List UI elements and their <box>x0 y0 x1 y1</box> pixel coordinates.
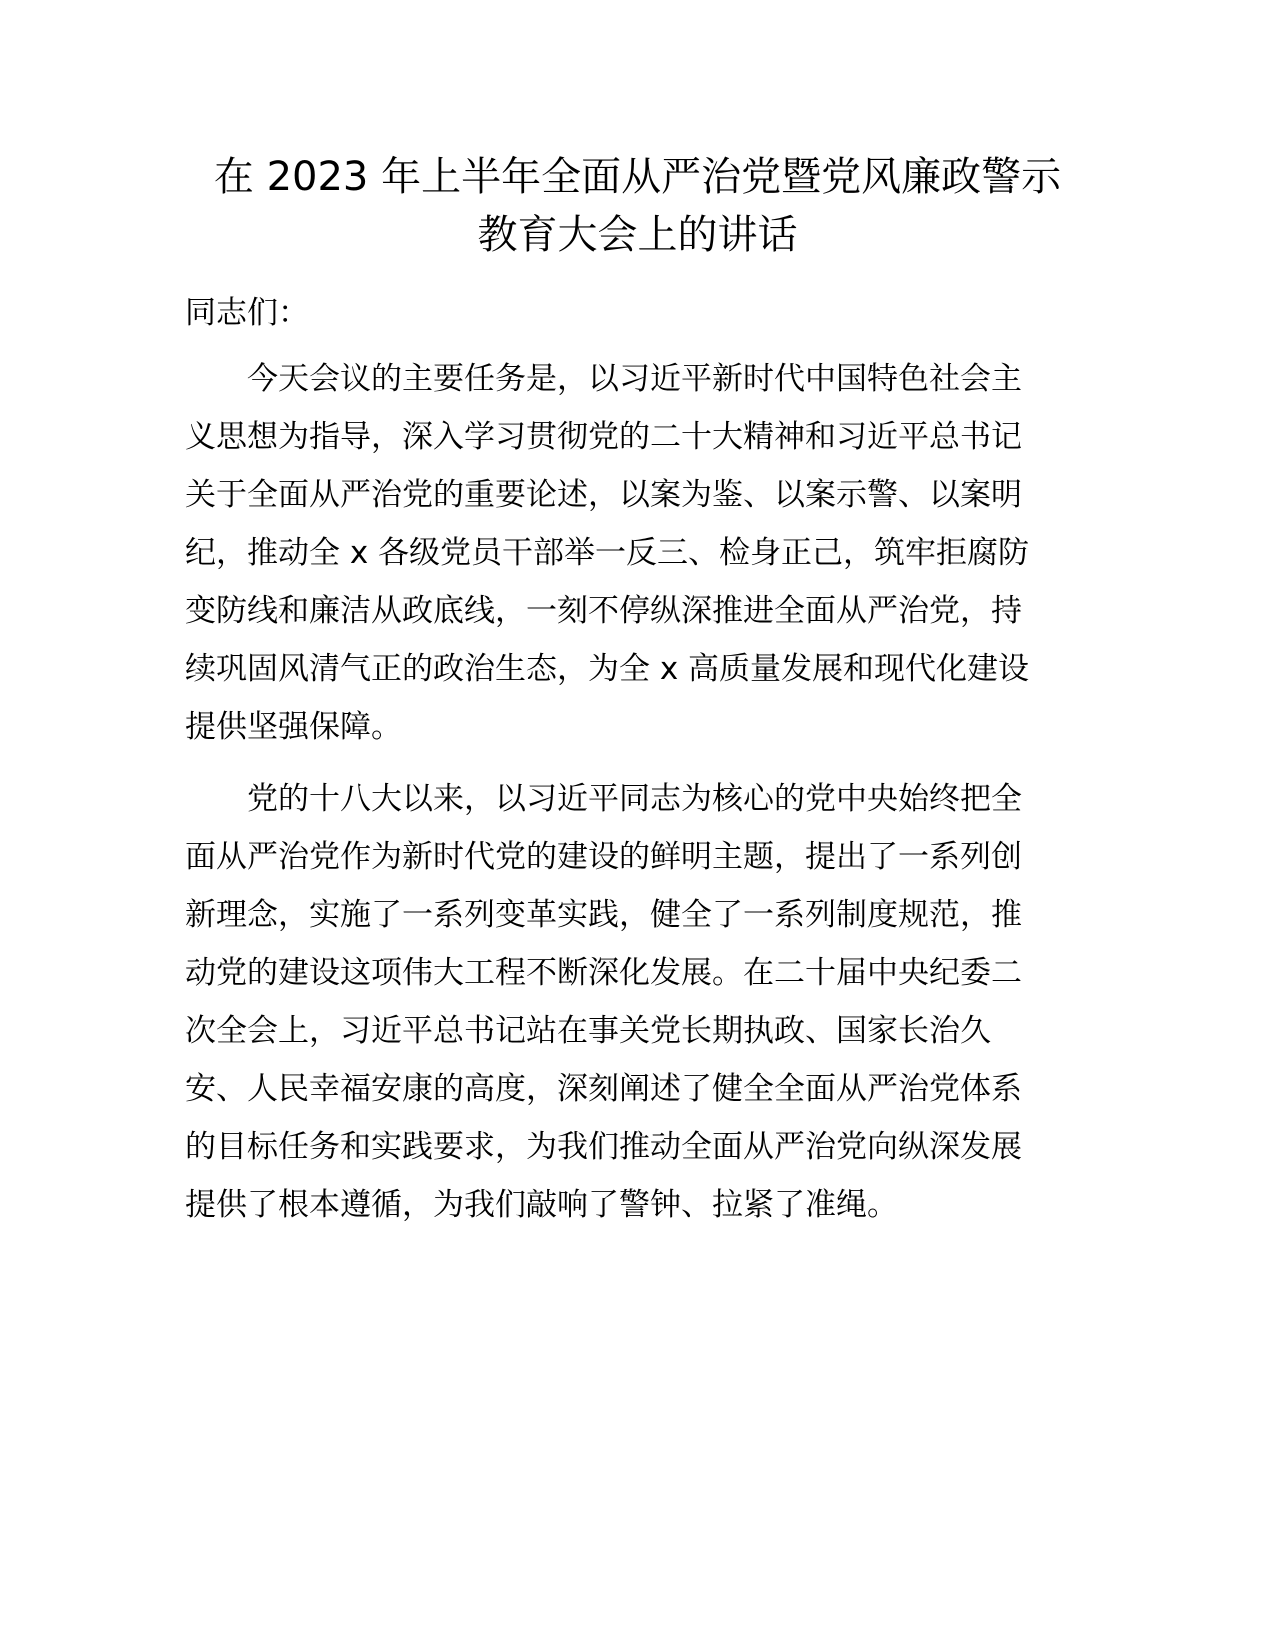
paragraph-line: 提供坚强保障。 <box>185 709 402 745</box>
paragraph-line: 续巩固风清气正的政治生态，为全 x 高质量发展和现代化建设 <box>185 651 1030 687</box>
paragraph-line: 关于全面从严治党的重要论述，以案为鉴、以案示警、以案明 <box>185 477 1022 513</box>
paragraph-line: 义思想为指导，深入学习贯彻党的二十大精神和习近平总书记 <box>185 419 1022 455</box>
paragraph-line: 动党的建设这项伟大工程不断深化发展。在二十届中央纪委二 <box>185 955 1022 991</box>
paragraph-line: 变防线和廉洁从政底线，一刻不停纵深推进全面从严治党，持 <box>185 593 1022 629</box>
paragraph-line: 今天会议的主要任务是，以习近平新时代中国特色社会主 <box>247 361 1022 397</box>
paragraph-line: 的目标任务和实践要求，为我们推动全面从严治党向纵深发展 <box>185 1129 1022 1165</box>
paragraph-line: 面从严治党作为新时代党的建设的鲜明主题，提出了一系列创 <box>185 839 1022 875</box>
paragraph-line: 党的十八大以来，以习近平同志为核心的党中央始终把全 <box>247 781 1022 817</box>
document-title <box>150 148 1125 264</box>
title-line: 在 2023 年上半年全面从严治党暨党风廉政警示 <box>213 154 1062 200</box>
title-line: 教育大会上的讲话 <box>477 212 798 258</box>
paragraph-1 <box>185 350 1090 756</box>
paragraph-2 <box>185 770 1090 1234</box>
paragraph-line: 纪，推动全 x 各级党员干部举一反三、检身正己，筑牢拒腐防 <box>185 535 1030 571</box>
paragraph-line: 次全会上，习近平总书记站在事关党长期执政、国家长治久 <box>185 1013 991 1049</box>
paragraph-line: 安、人民幸福安康的高度，深刻阐述了健全全面从严治党体系 <box>185 1071 1022 1107</box>
salutation: 同志们： <box>185 295 309 331</box>
paragraph-line: 新理念，实施了一系列变革实践，健全了一系列制度规范，推 <box>185 897 1022 933</box>
paragraph-line: 提供了根本遵循，为我们敲响了警钟、拉紧了准绳。 <box>185 1187 898 1223</box>
